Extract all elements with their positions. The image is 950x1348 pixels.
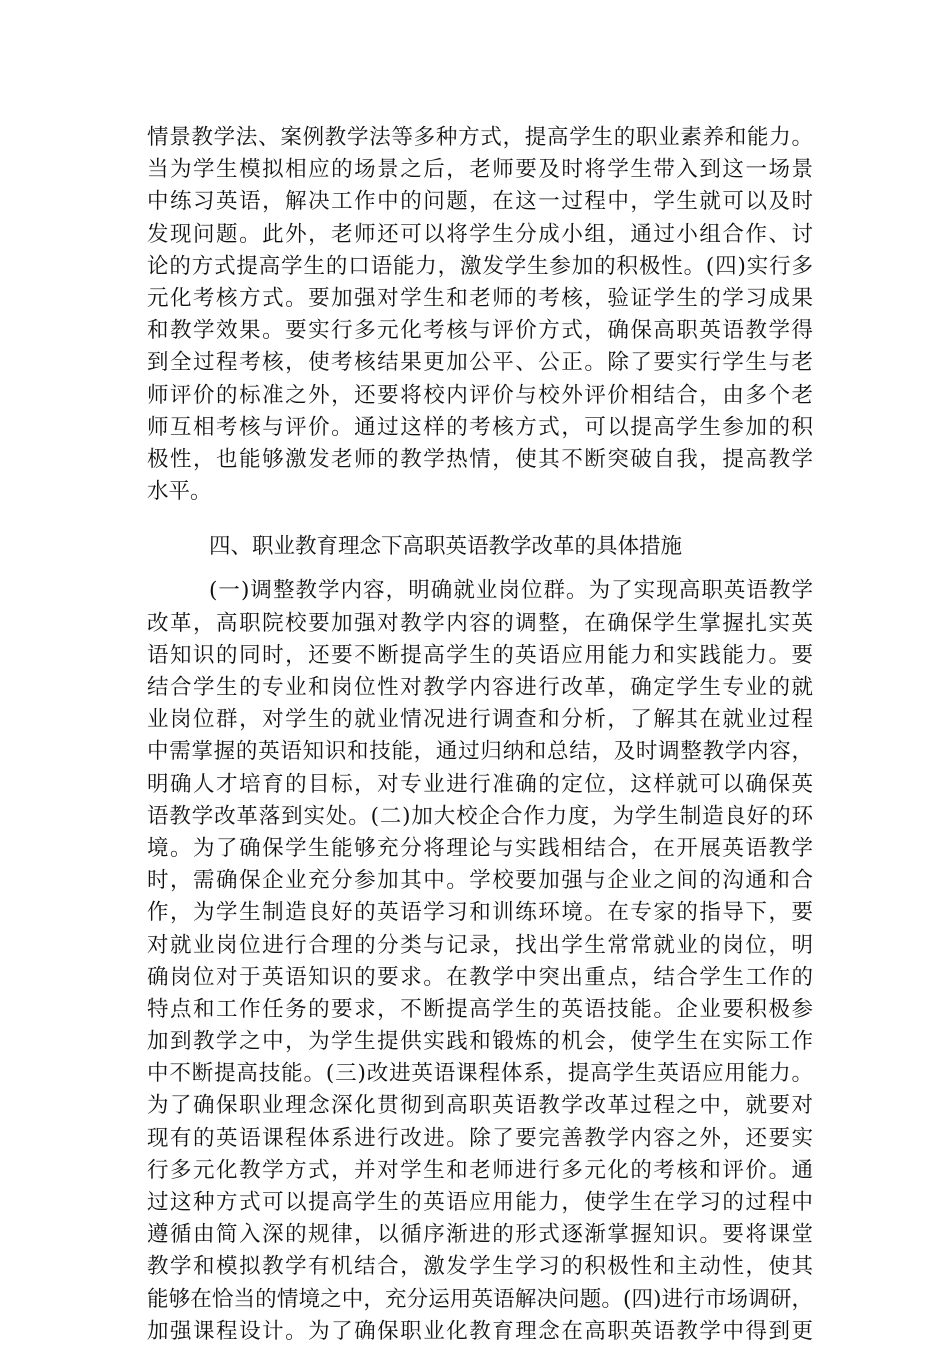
text-line: 当为学生模拟相应的场景之后，老师要及时将学生带入到这一场景 (147, 157, 813, 183)
paragraph-2 (147, 575, 813, 1348)
text-line: 中不断提高技能。(三)改进英语课程体系，提高学生英语应用能力。 (147, 1061, 813, 1087)
document-page (147, 122, 813, 1348)
text-line: 加到教学之中，为学生提供实践和锻炼的机会，使学生在实际工作 (147, 1029, 813, 1055)
text-line: 中需掌握的英语知识和技能，通过归纳和总结，及时调整教学内容， (147, 739, 813, 765)
text-line: 遵循由简入深的规律，以循序渐进的形式逐渐掌握知识。要将课堂 (147, 1222, 813, 1248)
text-line: 论的方式提高学生的口语能力，激发学生参加的积极性。(四)实行多 (147, 253, 813, 279)
paragraph-1 (147, 122, 813, 508)
text-line: 特点和工作任务的要求，不断提高学生的英语技能。企业要积极参 (147, 996, 813, 1022)
text-line: 发现问题。此外，老师还可以将学生分成小组，通过小组合作、讨 (147, 221, 813, 247)
text-line: 极性，也能够激发老师的教学热情，使其不断突破自我，提高教学 (147, 446, 813, 472)
text-line: 改革，高职院校要加强对教学内容的调整，在确保学生掌握扎实英 (147, 610, 813, 636)
text-line: 业岗位群，对学生的就业情况进行调查和分析，了解其在就业过程 (147, 707, 813, 733)
text-line: 为了确保职业理念深化贯彻到高职英语教学改革过程之中，就要对 (147, 1093, 813, 1119)
text-line: 过这种方式可以提高学生的英语应用能力，使学生在学习的过程中 (147, 1190, 813, 1215)
text-line: 师互相考核与评价。通过这样的考核方式，可以提高学生参加的积 (147, 414, 813, 440)
text-line: 语知识的同时，还要不断提高学生的英语应用能力和实践能力。要 (147, 642, 813, 668)
text-line: 作，为学生制造良好的英语学习和训练环境。在专家的指导下，要 (147, 900, 813, 926)
text-line: 确岗位对于英语知识的要求。在教学中突出重点，结合学生工作的 (147, 964, 813, 990)
text-line: 水平。 (147, 479, 212, 505)
text-line: 境。为了确保学生能够充分将理论与实践相结合，在开展英语教学 (147, 835, 813, 861)
text-line: 行多元化教学方式，并对学生和老师进行多元化的考核和评价。通 (147, 1157, 813, 1183)
section-heading: 四、职业教育理念下高职英语教学改革的具体措施 (209, 534, 683, 560)
text-line: 师评价的标准之外，还要将校内评价与校外评价相结合，由多个老 (147, 382, 813, 408)
text-line: 时，需确保企业充分参加其中。学校要加强与企业之间的沟通和合 (147, 868, 813, 894)
text-line: 情景教学法、案例教学法等多种方式，提高学生的职业素养和能力。 (147, 125, 813, 150)
text-line: 元化考核方式。要加强对学生和老师的考核，验证学生的学习成果 (147, 285, 813, 311)
text-line: 现有的英语课程体系进行改进。除了要完善教学内容之外，还要实 (147, 1125, 813, 1151)
text-line: 明确人才培育的目标，对专业进行准确的定位，这样就可以确保英 (147, 771, 813, 797)
text-line: 能够在恰当的情境之中，充分运用英语解决问题。(四)进行市场调研， (147, 1286, 813, 1312)
text-line: 和教学效果。要实行多元化考核与评价方式，确保高职英语教学得 (147, 318, 813, 344)
text-line: 语教学改革落到实处。(二)加大校企合作力度，为学生制造良好的环 (147, 803, 813, 829)
text-line: 结合学生的专业和岗位性对教学内容进行改革，确定学生专业的就 (147, 675, 813, 700)
text-line: 对就业岗位进行合理的分类与记录，找出学生常常就业的岗位，明 (147, 932, 813, 958)
text-line: 加强课程设计。为了确保职业化教育理念在高职英语教学中得到更 (147, 1318, 813, 1344)
text-line: (一)调整教学内容，明确就业岗位群。为了实现高职英语教学 (209, 578, 813, 604)
text-line: 教学和模拟教学有机结合，激发学生学习的积极性和主动性，使其 (147, 1254, 813, 1280)
text-line: 到全过程考核，使考核结果更加公平、公正。除了要实行学生与老 (147, 350, 813, 376)
text-line: 中练习英语，解决工作中的问题，在这一过程中，学生就可以及时 (147, 189, 813, 215)
